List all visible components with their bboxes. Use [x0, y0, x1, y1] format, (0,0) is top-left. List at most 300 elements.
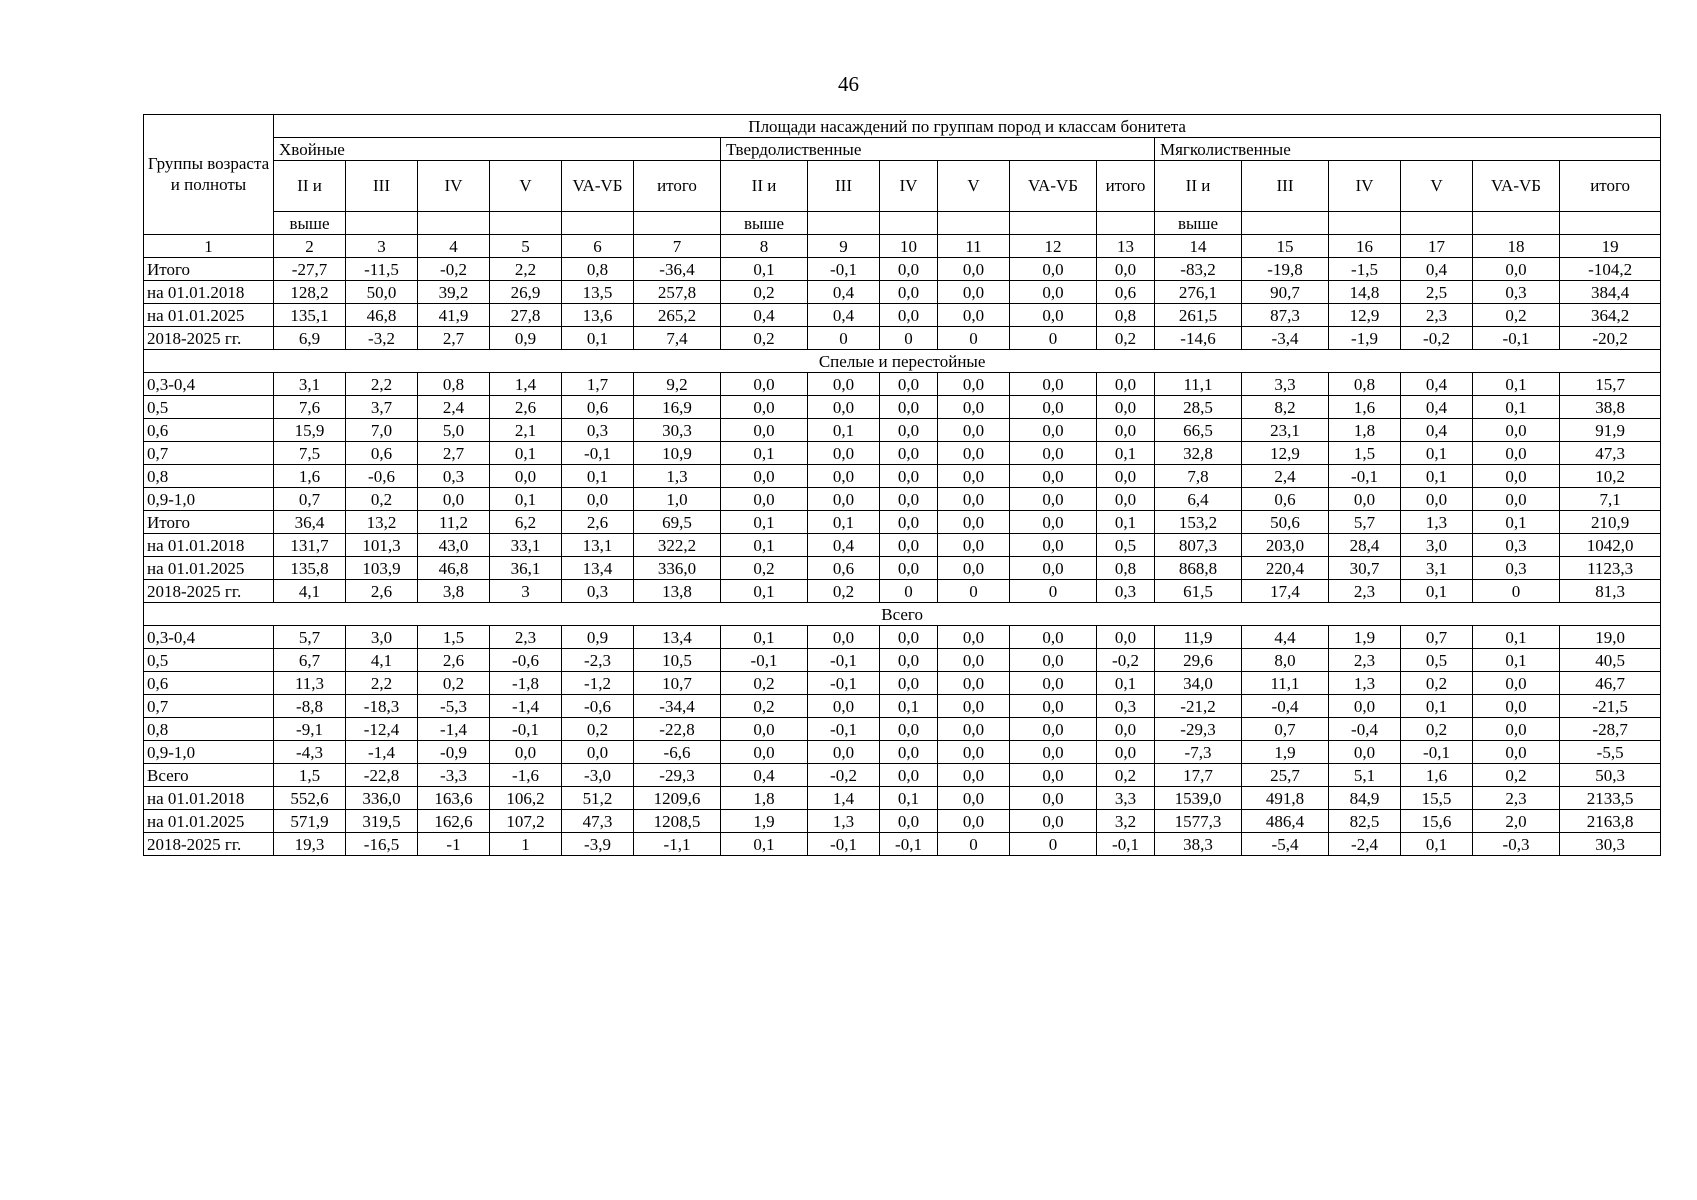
table-cell: 2,4: [418, 396, 490, 419]
class-header: V: [938, 161, 1010, 212]
table-cell: 0,0: [1010, 488, 1097, 511]
table-cell: 0,0: [938, 373, 1010, 396]
table-cell: 7,6: [274, 396, 346, 419]
table-cell: -0,1: [808, 649, 880, 672]
table-cell: 0,0: [1010, 534, 1097, 557]
column-number: 18: [1473, 235, 1560, 258]
table-cell: -0,1: [880, 833, 938, 856]
table-cell: 13,6: [562, 304, 634, 327]
table-cell: 1,7: [562, 373, 634, 396]
class-header: итого: [634, 161, 721, 212]
table-cell: 1539,0: [1155, 787, 1242, 810]
table-cell: -0,1: [490, 718, 562, 741]
table-cell: 0,0: [490, 741, 562, 764]
table-cell: 0,3: [1473, 534, 1560, 557]
table-cell: -1,4: [346, 741, 418, 764]
row-label: 0,5: [144, 396, 274, 419]
table-cell: 0,2: [346, 488, 418, 511]
table-cell: 0,1: [1401, 580, 1473, 603]
table-cell: -34,4: [634, 695, 721, 718]
class-header: IV: [880, 161, 938, 212]
table-cell: 491,8: [1242, 787, 1329, 810]
sub-label-cell: [1329, 212, 1401, 235]
table-cell: 0,0: [1097, 488, 1155, 511]
column-number: 8: [721, 235, 808, 258]
table-cell: 0,0: [938, 557, 1010, 580]
table-cell: 3,0: [346, 626, 418, 649]
table-cell: 0,3: [562, 580, 634, 603]
table-cell: 1,4: [808, 787, 880, 810]
table-cell: 0,0: [490, 465, 562, 488]
sub-label-cell: [938, 212, 1010, 235]
table-cell: 17,7: [1155, 764, 1242, 787]
class-header: VA-VБ: [1010, 161, 1097, 212]
table-cell: 257,8: [634, 281, 721, 304]
table-cell: 39,2: [418, 281, 490, 304]
table-cell: 36,4: [274, 511, 346, 534]
table-cell: 5,7: [274, 626, 346, 649]
table-cell: 66,5: [1155, 419, 1242, 442]
table-cell: 0,0: [1473, 442, 1560, 465]
section-title: Всего: [144, 603, 1661, 626]
table-cell: 0,0: [808, 396, 880, 419]
table-cell: 2,3: [1329, 580, 1401, 603]
table-cell: -0,9: [418, 741, 490, 764]
table-cell: 1,4: [490, 373, 562, 396]
table-cell: 0,6: [808, 557, 880, 580]
table-cell: 135,8: [274, 557, 346, 580]
table-row: [144, 626, 1661, 649]
table-cell: 14,8: [1329, 281, 1401, 304]
table-cell: 0,2: [721, 557, 808, 580]
table-cell: 0,0: [938, 741, 1010, 764]
table-cell: -3,3: [418, 764, 490, 787]
table-cell: 2,6: [418, 649, 490, 672]
table-cell: 0,0: [938, 511, 1010, 534]
table-cell: 2,7: [418, 327, 490, 350]
table-cell: -0,6: [490, 649, 562, 672]
table-cell: 0,0: [1010, 787, 1097, 810]
table-cell: 29,6: [1155, 649, 1242, 672]
table-cell: 2,2: [346, 672, 418, 695]
table-cell: 16,9: [634, 396, 721, 419]
table-cell: 1,5: [418, 626, 490, 649]
table-cell: 2,2: [490, 258, 562, 281]
table-row: [144, 580, 1661, 603]
table-cell: -83,2: [1155, 258, 1242, 281]
table-cell: 0,0: [938, 672, 1010, 695]
table-cell: 0,0: [880, 511, 938, 534]
header-row-classes: [144, 161, 1661, 212]
table-cell: -0,1: [1401, 741, 1473, 764]
column-number: 7: [634, 235, 721, 258]
table-row: [144, 534, 1661, 557]
table-cell: 90,7: [1242, 281, 1329, 304]
table-cell: 2,6: [346, 580, 418, 603]
table-cell: 0,0: [1010, 304, 1097, 327]
table-cell: 0,5: [1401, 649, 1473, 672]
column-number: 1: [144, 235, 274, 258]
column-number: 4: [418, 235, 490, 258]
table-cell: 4,4: [1242, 626, 1329, 649]
table-cell: 0,0: [880, 258, 938, 281]
table-cell: 13,4: [634, 626, 721, 649]
table-cell: 87,3: [1242, 304, 1329, 327]
table-cell: 0,1: [562, 327, 634, 350]
table-cell: -0,2: [1401, 327, 1473, 350]
sub-label-cell: [1097, 212, 1155, 235]
table-cell: -4,3: [274, 741, 346, 764]
table-cell: 0,0: [1010, 672, 1097, 695]
forest-area-table: [143, 114, 1661, 856]
row-label: Итого: [144, 258, 274, 281]
table-cell: 0,7: [274, 488, 346, 511]
table-cell: 5,7: [1329, 511, 1401, 534]
table-cell: 163,6: [418, 787, 490, 810]
table-row: [144, 511, 1661, 534]
table-cell: 41,9: [418, 304, 490, 327]
table-cell: -14,6: [1155, 327, 1242, 350]
table-cell: 1123,3: [1560, 557, 1661, 580]
table-cell: 1,6: [1401, 764, 1473, 787]
table-cell: 276,1: [1155, 281, 1242, 304]
table-cell: 135,1: [274, 304, 346, 327]
table-cell: 10,5: [634, 649, 721, 672]
table-cell: 33,1: [490, 534, 562, 557]
table-cell: -0,1: [562, 442, 634, 465]
table-cell: 265,2: [634, 304, 721, 327]
table-cell: 319,5: [346, 810, 418, 833]
table-cell: -1: [418, 833, 490, 856]
table-cell: 1,3: [634, 465, 721, 488]
table-cell: 11,2: [418, 511, 490, 534]
table-cell: 384,4: [1560, 281, 1661, 304]
table-cell: 0,0: [938, 396, 1010, 419]
row-label: 0,3-0,4: [144, 373, 274, 396]
table-cell: 7,4: [634, 327, 721, 350]
table-cell: -1,6: [490, 764, 562, 787]
table-cell: -19,8: [1242, 258, 1329, 281]
table-cell: 2,3: [1401, 304, 1473, 327]
table-cell: 1209,6: [634, 787, 721, 810]
table-cell: 1,8: [1329, 419, 1401, 442]
table-cell: 1577,3: [1155, 810, 1242, 833]
table-row: [144, 764, 1661, 787]
column-number: 16: [1329, 235, 1401, 258]
table-cell: -5,4: [1242, 833, 1329, 856]
table-cell: 868,8: [1155, 557, 1242, 580]
class-header: III: [1242, 161, 1329, 212]
table-cell: 0,0: [1010, 764, 1097, 787]
sub-label-cell: [808, 212, 880, 235]
sub-label-cell: [1010, 212, 1097, 235]
table-cell: 0,0: [1010, 741, 1097, 764]
table-cell: 0,0: [938, 442, 1010, 465]
class-header: итого: [1097, 161, 1155, 212]
table-cell: 0,0: [880, 718, 938, 741]
table-cell: -5,5: [1560, 741, 1661, 764]
table-cell: 0,0: [808, 442, 880, 465]
table-cell: 9,2: [634, 373, 721, 396]
table-cell: 0,3: [1473, 281, 1560, 304]
table-cell: 0,1: [562, 465, 634, 488]
table-cell: -0,2: [1097, 649, 1155, 672]
table-cell: 571,9: [274, 810, 346, 833]
table-cell: 0: [1010, 833, 1097, 856]
table-cell: 0,0: [880, 373, 938, 396]
table-cell: 0,0: [938, 810, 1010, 833]
column-number: 2: [274, 235, 346, 258]
table-cell: 2,4: [1242, 465, 1329, 488]
row-label: 2018-2025 гг.: [144, 833, 274, 856]
table-cell: 0,0: [1097, 626, 1155, 649]
table-cell: 0,2: [1401, 672, 1473, 695]
table-row: [144, 419, 1661, 442]
table-cell: 261,5: [1155, 304, 1242, 327]
table-cell: 0: [880, 580, 938, 603]
header-row-numbers: [144, 235, 1661, 258]
table-cell: 13,1: [562, 534, 634, 557]
table-cell: 1,9: [721, 810, 808, 833]
table-cell: 131,7: [274, 534, 346, 557]
table-cell: 1,5: [274, 764, 346, 787]
table-cell: 0: [938, 580, 1010, 603]
table-cell: 0,3: [1097, 695, 1155, 718]
page-number: 46: [838, 72, 859, 96]
table-cell: 11,1: [1155, 373, 1242, 396]
table-cell: 34,0: [1155, 672, 1242, 695]
table-cell: 13,2: [346, 511, 418, 534]
table-cell: 0,1: [1473, 511, 1560, 534]
table-cell: 0,2: [721, 281, 808, 304]
table-cell: 46,8: [346, 304, 418, 327]
table-cell: 0,0: [1473, 741, 1560, 764]
table-row: [144, 465, 1661, 488]
class-header: IV: [1329, 161, 1401, 212]
class-header: V: [1401, 161, 1473, 212]
table-cell: 2,0: [1473, 810, 1560, 833]
table-cell: 3,7: [346, 396, 418, 419]
table-cell: 0,0: [1097, 718, 1155, 741]
table-cell: 0,1: [721, 833, 808, 856]
table-cell: 0,1: [490, 488, 562, 511]
table-cell: 0,0: [1010, 511, 1097, 534]
column-number: 19: [1560, 235, 1661, 258]
table-cell: 2,2: [346, 373, 418, 396]
table-cell: 47,3: [1560, 442, 1661, 465]
table-cell: 0,0: [1010, 465, 1097, 488]
table-cell: 0,3: [1097, 580, 1155, 603]
table-row: [144, 258, 1661, 281]
table-cell: 30,3: [1560, 833, 1661, 856]
table-cell: 2,6: [562, 511, 634, 534]
table-cell: 0,0: [562, 741, 634, 764]
table-cell: 0,4: [1401, 396, 1473, 419]
table-cell: 0: [880, 327, 938, 350]
table-cell: 0,3: [1473, 557, 1560, 580]
table-cell: 1: [490, 833, 562, 856]
table-cell: 0: [808, 327, 880, 350]
section-title: Спелые и перестойные: [144, 350, 1661, 373]
row-label: 0,8: [144, 718, 274, 741]
table-cell: 0,0: [808, 741, 880, 764]
table-cell: 32,8: [1155, 442, 1242, 465]
row-label: 2018-2025 гг.: [144, 327, 274, 350]
table-cell: 0,0: [880, 741, 938, 764]
table-cell: -1,5: [1329, 258, 1401, 281]
table-cell: 13,8: [634, 580, 721, 603]
table-cell: 0,0: [880, 626, 938, 649]
table-row: [144, 741, 1661, 764]
table-cell: 28,5: [1155, 396, 1242, 419]
table-cell: 0,4: [808, 534, 880, 557]
table-cell: 82,5: [1329, 810, 1401, 833]
class-header: III: [808, 161, 880, 212]
table-cell: 7,5: [274, 442, 346, 465]
table-cell: 11,1: [1242, 672, 1329, 695]
table-cell: 12,9: [1329, 304, 1401, 327]
row-label: 0,7: [144, 695, 274, 718]
row-label: на 01.01.2018: [144, 534, 274, 557]
table-cell: 0,1: [721, 511, 808, 534]
table-cell: 0,0: [938, 718, 1010, 741]
header-row-sublabels: [144, 212, 1661, 235]
sub-label-cell: [418, 212, 490, 235]
table-cell: 0,0: [1329, 488, 1401, 511]
class-header: V: [490, 161, 562, 212]
table-cell: 0: [1010, 327, 1097, 350]
table-cell: 38,8: [1560, 396, 1661, 419]
table-cell: -1,8: [490, 672, 562, 695]
table-cell: 10,7: [634, 672, 721, 695]
table-cell: 0,0: [808, 465, 880, 488]
table-cell: 0,8: [1097, 557, 1155, 580]
table-cell: 0,2: [1401, 718, 1473, 741]
table-cell: 1,0: [634, 488, 721, 511]
class-header: VA-VБ: [562, 161, 634, 212]
table-cell: 0,4: [1401, 373, 1473, 396]
table-cell: -1,4: [490, 695, 562, 718]
table-cell: 15,6: [1401, 810, 1473, 833]
table-cell: 0,6: [1242, 488, 1329, 511]
sub-label-cell: [346, 212, 418, 235]
table-cell: 1,8: [721, 787, 808, 810]
table-cell: 0,0: [880, 672, 938, 695]
table-cell: 0,0: [938, 281, 1010, 304]
table-cell: 0,0: [938, 488, 1010, 511]
table-cell: 0,0: [1473, 718, 1560, 741]
table-cell: 10,9: [634, 442, 721, 465]
row-label: Всего: [144, 764, 274, 787]
table-cell: 50,6: [1242, 511, 1329, 534]
table-cell: -2,3: [562, 649, 634, 672]
table-cell: 15,9: [274, 419, 346, 442]
table-cell: 0,0: [938, 534, 1010, 557]
table-cell: -21,2: [1155, 695, 1242, 718]
table-cell: 0,1: [1473, 396, 1560, 419]
table-cell: -7,3: [1155, 741, 1242, 764]
table-cell: 0,0: [721, 741, 808, 764]
table-cell: 3,8: [418, 580, 490, 603]
table-cell: 0,2: [808, 580, 880, 603]
table-cell: 25,7: [1242, 764, 1329, 787]
table-cell: -104,2: [1560, 258, 1661, 281]
table-cell: -0,1: [1097, 833, 1155, 856]
table-cell: 0,4: [808, 281, 880, 304]
table-cell: 0,1: [1401, 465, 1473, 488]
table-cell: -29,3: [1155, 718, 1242, 741]
table-cell: 13,4: [562, 557, 634, 580]
table-cell: 0,7: [1401, 626, 1473, 649]
table-cell: 0,2: [1473, 764, 1560, 787]
table-cell: 50,0: [346, 281, 418, 304]
table-cell: 0,0: [721, 419, 808, 442]
table-cell: 0,6: [1097, 281, 1155, 304]
row-label: на 01.01.2025: [144, 304, 274, 327]
table-row: [144, 396, 1661, 419]
table-cell: 0,1: [1401, 833, 1473, 856]
table-cell: 61,5: [1155, 580, 1242, 603]
table-cell: 552,6: [274, 787, 346, 810]
table-cell: 0,4: [721, 764, 808, 787]
sub-label-cell: [490, 212, 562, 235]
table-cell: -1,4: [418, 718, 490, 741]
table-cell: 23,1: [1242, 419, 1329, 442]
table-cell: 0,0: [880, 810, 938, 833]
table-cell: 5,1: [1329, 764, 1401, 787]
table-cell: 81,3: [1560, 580, 1661, 603]
table-cell: 0,0: [1010, 258, 1097, 281]
table-cell: 36,1: [490, 557, 562, 580]
table-cell: 0,8: [1329, 373, 1401, 396]
sub-label-cell: [634, 212, 721, 235]
table-cell: -1,1: [634, 833, 721, 856]
table-cell: 103,9: [346, 557, 418, 580]
column-number: 14: [1155, 235, 1242, 258]
table-cell: 26,9: [490, 281, 562, 304]
table-cell: 8,0: [1242, 649, 1329, 672]
table-cell: 0,0: [1473, 419, 1560, 442]
table-cell: -22,8: [634, 718, 721, 741]
column-number: 5: [490, 235, 562, 258]
table-cell: 3,1: [1401, 557, 1473, 580]
table-cell: 0,1: [721, 534, 808, 557]
table-cell: 0,2: [562, 718, 634, 741]
table-cell: -0,4: [1242, 695, 1329, 718]
table-cell: -21,5: [1560, 695, 1661, 718]
table-cell: 1,3: [808, 810, 880, 833]
row-label: 0,7: [144, 442, 274, 465]
table-cell: 0,0: [880, 488, 938, 511]
table-cell: -1,2: [562, 672, 634, 695]
table-cell: -3,0: [562, 764, 634, 787]
table-cell: 19,0: [1560, 626, 1661, 649]
table-cell: 1042,0: [1560, 534, 1661, 557]
table-cell: -0,3: [1473, 833, 1560, 856]
table-cell: -28,7: [1560, 718, 1661, 741]
table-cell: 0,0: [1329, 695, 1401, 718]
table-cell: 0,1: [1473, 626, 1560, 649]
sub-label-cell: [880, 212, 938, 235]
table-cell: 0,0: [1329, 741, 1401, 764]
table-cell: 0,1: [1097, 672, 1155, 695]
class-header: II и: [274, 161, 346, 212]
class-header: III: [346, 161, 418, 212]
table-cell: 0,0: [880, 557, 938, 580]
table-cell: 0: [1473, 580, 1560, 603]
column-number: 11: [938, 235, 1010, 258]
group-header: Твердолиственные: [721, 138, 1155, 161]
